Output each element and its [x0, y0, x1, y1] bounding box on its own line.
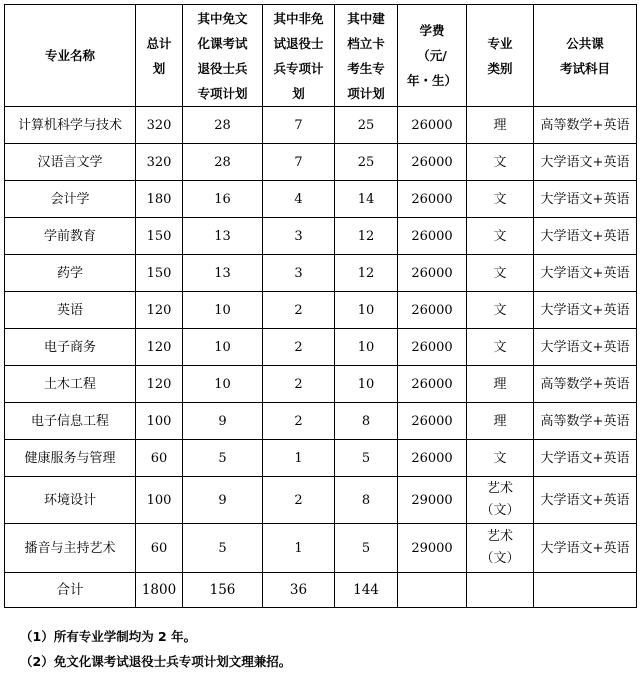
- table-header-row: [5, 5, 637, 107]
- cell-nonexempt: 2: [263, 292, 335, 329]
- cell-exam-subjects: 高等数学+英语: [534, 403, 637, 440]
- cell-exempt: 16: [183, 181, 263, 218]
- cell-poverty: 25: [335, 107, 398, 144]
- cell-exempt: 13: [183, 255, 263, 292]
- enrollment-plan-table: [4, 4, 637, 608]
- table-row: [5, 366, 637, 403]
- cell-nonexempt: 2: [263, 329, 335, 366]
- cell-exam-subjects: 大学语文+英语: [534, 477, 637, 524]
- cell-exempt-sum: 156: [183, 573, 263, 608]
- cell-category: 理: [467, 107, 534, 144]
- cell-exempt: 9: [183, 403, 263, 440]
- cell-tuition-empty: [398, 573, 467, 608]
- table-body: [5, 107, 637, 608]
- table-row: [5, 107, 637, 144]
- header-nonexempt-veteran-plan: 其中非免 试退役士 兵专项计 划: [263, 5, 335, 107]
- table-row: [5, 144, 637, 181]
- cell-nonexempt-sum: 36: [263, 573, 335, 608]
- cell-total: 150: [136, 255, 183, 292]
- cell-total: 120: [136, 329, 183, 366]
- cell-poverty: 25: [335, 144, 398, 181]
- cell-nonexempt: 3: [263, 218, 335, 255]
- cell-category: 文: [467, 440, 534, 477]
- cell-major-name: 学前教育: [5, 218, 136, 255]
- cell-total: 320: [136, 144, 183, 181]
- cell-poverty: 8: [335, 403, 398, 440]
- cell-nonexempt: 2: [263, 366, 335, 403]
- cell-category: 文: [467, 292, 534, 329]
- cell-total: 60: [136, 524, 183, 573]
- cell-major-name: 土木工程: [5, 366, 136, 403]
- cell-total-label: 合计: [5, 573, 136, 608]
- table-row: [5, 255, 637, 292]
- table-row: [5, 477, 637, 524]
- cell-total: 100: [136, 477, 183, 524]
- cell-category-empty: [467, 573, 534, 608]
- header-tuition: 学费 （元/ 年・生）: [398, 5, 467, 107]
- cell-poverty: 8: [335, 477, 398, 524]
- total-row: [5, 573, 637, 608]
- cell-exam-subjects: 大学语文+英语: [534, 440, 637, 477]
- footnote-line: （2）免文化课考试退役士兵专项计划文理兼招。: [20, 654, 292, 669]
- cell-exam-subjects: 高等数学+英语: [534, 107, 637, 144]
- cell-tuition: 26000: [398, 329, 467, 366]
- header-exam-subjects: 公共课 考试科目: [534, 5, 637, 107]
- table-row: [5, 524, 637, 573]
- cell-total: 150: [136, 218, 183, 255]
- cell-exam-subjects: 大学语文+英语: [534, 181, 637, 218]
- cell-poverty: 5: [335, 524, 398, 573]
- cell-nonexempt: 1: [263, 440, 335, 477]
- cell-major-name: 健康服务与管理: [5, 440, 136, 477]
- cell-category-line: 艺术: [486, 529, 513, 544]
- table-row: [5, 181, 637, 218]
- cell-exempt: 9: [183, 477, 263, 524]
- cell-exempt: 10: [183, 329, 263, 366]
- cell-category: 文: [467, 329, 534, 366]
- cell-exam-subjects: 大学语文+英语: [534, 329, 637, 366]
- cell-category-line: （文）: [480, 503, 520, 518]
- cell-category: 文: [467, 181, 534, 218]
- table-row: [5, 218, 637, 255]
- cell-total: 180: [136, 181, 183, 218]
- cell-exempt: 10: [183, 366, 263, 403]
- cell-exempt: 5: [183, 524, 263, 573]
- cell-category: [467, 524, 534, 573]
- cell-poverty: 10: [335, 366, 398, 403]
- cell-tuition: 26000: [398, 218, 467, 255]
- cell-total: 320: [136, 107, 183, 144]
- cell-tuition: 26000: [398, 292, 467, 329]
- footnote-line: （1）所有专业学制均为 2 年。: [20, 629, 197, 644]
- cell-nonexempt: 7: [263, 144, 335, 181]
- cell-category: 文: [467, 218, 534, 255]
- cell-major-name: 会计学: [5, 181, 136, 218]
- header-major-category: 专业 类别: [467, 5, 534, 107]
- footnotes: [20, 624, 291, 674]
- cell-exam-subjects: 大学语文+英语: [534, 255, 637, 292]
- cell-exam-subjects: 大学语文+英语: [534, 218, 637, 255]
- cell-category: 文: [467, 255, 534, 292]
- cell-category: 理: [467, 403, 534, 440]
- cell-total-sum: 1800: [136, 573, 183, 608]
- cell-nonexempt: 2: [263, 403, 335, 440]
- cell-tuition: 26000: [398, 107, 467, 144]
- cell-exempt: 28: [183, 107, 263, 144]
- cell-exam-subjects: 大学语文+英语: [534, 144, 637, 181]
- cell-nonexempt: 7: [263, 107, 335, 144]
- cell-tuition: 29000: [398, 524, 467, 573]
- cell-exempt: 10: [183, 292, 263, 329]
- cell-exam-subjects: 大学语文+英语: [534, 524, 637, 573]
- cell-category-line: （文）: [480, 551, 520, 566]
- cell-nonexempt: 1: [263, 524, 335, 573]
- cell-tuition: 29000: [398, 477, 467, 524]
- cell-nonexempt: 2: [263, 477, 335, 524]
- cell-exempt: 13: [183, 218, 263, 255]
- table-row: [5, 440, 637, 477]
- cell-exempt: 5: [183, 440, 263, 477]
- cell-major-name: 电子商务: [5, 329, 136, 366]
- cell-category-line: 艺术: [486, 481, 513, 496]
- cell-tuition: 26000: [398, 440, 467, 477]
- header-exempt-veteran-plan: 其中免文 化课考试 退役士兵 专项计划: [183, 5, 263, 107]
- cell-tuition: 26000: [398, 366, 467, 403]
- header-total-plan: 总计 划: [136, 5, 183, 107]
- cell-major-name: 药学: [5, 255, 136, 292]
- header-poverty-plan: 其中建 档立卡 考生专 项计划: [335, 5, 398, 107]
- cell-category: 文: [467, 144, 534, 181]
- cell-exam-subjects: 大学语文+英语: [534, 292, 637, 329]
- cell-tuition: 26000: [398, 403, 467, 440]
- cell-major-name: 计算机科学与技术: [5, 107, 136, 144]
- cell-poverty: 14: [335, 181, 398, 218]
- cell-tuition: 26000: [398, 181, 467, 218]
- cell-poverty: 10: [335, 292, 398, 329]
- cell-major-name: 英语: [5, 292, 136, 329]
- cell-exempt: 28: [183, 144, 263, 181]
- cell-poverty: 5: [335, 440, 398, 477]
- cell-major-name: 环境设计: [5, 477, 136, 524]
- cell-exam-subjects: 高等数学+英语: [534, 366, 637, 403]
- cell-nonexempt: 3: [263, 255, 335, 292]
- cell-poverty: 12: [335, 218, 398, 255]
- cell-total: 60: [136, 440, 183, 477]
- cell-tuition: 26000: [398, 255, 467, 292]
- table-row: [5, 329, 637, 366]
- cell-major-name: 电子信息工程: [5, 403, 136, 440]
- cell-exam-subjects-empty: [534, 573, 637, 608]
- cell-category: [467, 477, 534, 524]
- header-major-name: 专业名称: [5, 5, 136, 107]
- cell-poverty: 12: [335, 255, 398, 292]
- cell-category: 理: [467, 366, 534, 403]
- cell-tuition: 26000: [398, 144, 467, 181]
- cell-nonexempt: 4: [263, 181, 335, 218]
- cell-total: 120: [136, 292, 183, 329]
- cell-total: 100: [136, 403, 183, 440]
- table-row: [5, 403, 637, 440]
- cell-major-name: 播音与主持艺术: [5, 524, 136, 573]
- cell-poverty: 10: [335, 329, 398, 366]
- cell-major-name: 汉语言文学: [5, 144, 136, 181]
- table-row: [5, 292, 637, 329]
- cell-poverty-sum: 144: [335, 573, 398, 608]
- cell-total: 120: [136, 366, 183, 403]
